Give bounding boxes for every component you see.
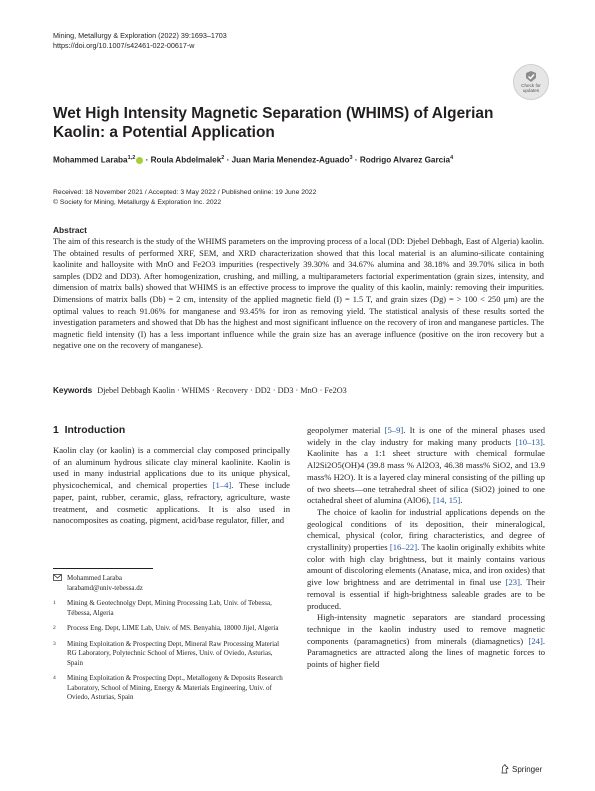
author-name[interactable]: Rodrigo Alvarez Garcia bbox=[359, 155, 451, 165]
journal-header bbox=[53, 31, 227, 51]
keywords-text: Djebel Debbagh Kaolin · WHIMS · Recovery · DD2 · DD3 · MnO · Fe2O3 bbox=[97, 386, 347, 395]
paragraph-text: . Kaolinite has a 1:1 sheet structure with chemical formulae Al2Si2O5(OH)4 (39.8 mass % Al2O3, 46.38 mass% SiO2, and 13.9 mass% H2O). It is a layered clay mineral consisting of the pilling up of two sheets—one tetrahedral sheet of silica (SiO2) joined to one octahedral sheet of alumina (AlO6), bbox=[307, 436, 545, 506]
paragraph-text: . It is one of the mineral phases used widely in the clay industry for making many products bbox=[307, 425, 546, 447]
keywords-line bbox=[53, 386, 544, 395]
affiliation-number: 1 bbox=[53, 600, 56, 606]
paragraph-text: . Paramagnetics are attracted along the lines of magnetic forces to points of higher field bbox=[307, 635, 545, 670]
intro-paragraph bbox=[307, 612, 545, 671]
article-title: Wet High Intensity Magnetic Separation (WHIMS) of Algerian Kaolin: a Potential Application bbox=[53, 105, 494, 141]
publication-history bbox=[53, 188, 316, 208]
corresponding-author-email[interactable]: larabamd@univ-tebessa.dz bbox=[67, 583, 143, 592]
paragraph-text: . The kaolin originally exhibits white color with high clay brightness, but it mainly contains various amount of discoloring elements (Anatase, mica, and iron oxides) that give low brightness and are detrimental in final use bbox=[307, 542, 546, 588]
paragraph-text: . These include paper, paint, rubber, ceramic, glass, refractory, agriculture, waste treatment, and cosmetic applications. It is also used in nanocomposites as coating, pigment, acid/base regulator, filler, and bbox=[53, 480, 290, 526]
badge-line-2: updates bbox=[522, 88, 540, 93]
abstract-section bbox=[53, 225, 544, 352]
paragraph-text: . bbox=[460, 495, 463, 506]
publisher-name: Springer bbox=[512, 764, 543, 774]
intro-paragraph bbox=[53, 445, 290, 527]
corresponding-author-name: Mohammed Laraba bbox=[67, 574, 123, 582]
citation-link[interactable]: [5–9] bbox=[384, 425, 404, 435]
affiliation-item bbox=[53, 640, 290, 669]
author-separator: · bbox=[354, 155, 358, 165]
doi-link[interactable]: https://doi.org/10.1007/s42461-022-00617-w bbox=[53, 41, 195, 50]
envelope-icon bbox=[53, 574, 67, 593]
paragraph-text: geopolymer material bbox=[307, 425, 385, 435]
affiliation-item bbox=[53, 624, 290, 634]
section-number: 1 bbox=[53, 425, 59, 436]
abstract-text: The aim of this research is the study of the WHIMS parameters on the improving process of a local (DD: Djebel Debbagh, East of Algeria) kaolin. The obtained results of performed XRF, SEM, and XRD characterization showed that this local material is an alumino-silicate containing kaolinite and halloysite with MnO and Fe2O3 impurities (respectively 39.30% and 34.67% alumina and 38.18% and 39.70% silica in both samples (DD2 and DD3). After homogenization, crushing, and milling, a multiparameters factorial experimentation (grain sizes, intensity, and dimension of matrix balls) showed that WHIMS is an effective process to improve the quality of this kaolin, mainly: removing their impurities. Dimensions of matrix balls (Db) = 2 cm, intensity of the applied magnetic field (I) = 1.5 T, and grain sizes (Dg) = > 100 < 250 µm) are the optimal values to reach 91.06% for manganese and 93.45% for iron as removing yield. The statistical analysis of these results sorted the investigation parameters and showed that Db has the highest and most significant influence on the recovery of iron and manganese particles. The magnetic field intensity (I) has a less important influence while the grain size has an average influence (positive on the iron recovery but a negative one on the recovery of manganese). bbox=[53, 237, 544, 351]
intro-paragraph bbox=[307, 507, 545, 612]
citation-link[interactable]: [14, 15] bbox=[433, 495, 461, 506]
affiliation-number: 4 bbox=[53, 675, 56, 681]
affiliation-number: 2 bbox=[53, 625, 56, 631]
author-name[interactable]: Juan Maria Menendez-Aguado bbox=[231, 155, 350, 165]
corresponding-author bbox=[53, 574, 290, 593]
affiliation-text: Mining Exploitation & Prospecting Dept, Mineral Raw Processing Material RG Laboratory, Polytechnic School of Mieres, Univ. of Oviedo, Asturias, Spain bbox=[67, 639, 280, 667]
intro-right-column bbox=[307, 425, 545, 671]
affiliation-text: Mining & Geotechnolgy Dept, Mining Processing Lab, Univ. of Tebessa, Tébessa, Algeria bbox=[67, 599, 272, 617]
citation-link[interactable]: [24] bbox=[528, 635, 543, 646]
paragraph-text: High-intensity magnetic separators are standard processing technique in the kaolin industry used to remove magnetic components (paramagnetics) from minerals (diamagnetics) bbox=[307, 612, 545, 646]
citation-link[interactable]: [1–4] bbox=[212, 480, 232, 491]
citation-link[interactable]: [16–22] bbox=[389, 542, 418, 553]
paragraph-text: . Their removal is essential if high-brightness saleable grades are to be produced. bbox=[307, 577, 545, 611]
author-separator: · bbox=[145, 155, 149, 165]
author-name[interactable]: Roula Abdelmalek bbox=[150, 155, 222, 165]
author-affiliation-marker: 2 bbox=[221, 155, 225, 161]
intro-paragraph bbox=[307, 425, 545, 507]
intro-left-column bbox=[53, 445, 290, 527]
author-separator: · bbox=[226, 155, 230, 165]
affiliation-number: 3 bbox=[53, 640, 56, 647]
author-affiliation-marker: 4 bbox=[450, 155, 454, 161]
section-heading-introduction bbox=[53, 425, 125, 436]
author-list bbox=[53, 155, 553, 165]
author-affiliation-marker: 1,2 bbox=[127, 155, 136, 161]
author-affiliation-marker: 3 bbox=[349, 155, 353, 161]
copyright-notice: © Society for Mining, Metallurgy & Exploration Inc. 2022 bbox=[53, 199, 222, 206]
publisher-logo bbox=[500, 764, 542, 774]
journal-citation: Mining, Metallurgy & Exploration (2022) 39:1693–1703 bbox=[53, 31, 227, 40]
badge-line-1: Check for bbox=[521, 83, 541, 88]
keywords-label: Keywords bbox=[53, 386, 93, 395]
footnote-divider bbox=[53, 568, 153, 569]
paragraph-text: The choice of kaolin for industrial applications depends on the geological conditions of its deposition, their mineralogical, chemical, physical (color, firing characteristics, and degree of crystallinity) properties bbox=[307, 506, 545, 553]
affiliation-item bbox=[53, 599, 290, 618]
affiliation-item bbox=[53, 674, 290, 703]
abstract-heading: Abstract bbox=[53, 225, 87, 235]
orcid-icon[interactable] bbox=[136, 157, 143, 164]
check-for-updates-icon bbox=[524, 71, 538, 83]
affiliation-text: Mining Exploitation & Prospecting Dept., Metallogeny & Deposits Research Laboratory, School of Mining, Energy & Materials Engineering, Univ. of Oviedo, Asturias, Spain bbox=[67, 674, 283, 701]
received-dates: Received: 18 November 2021 / Accepted: 3 May 2022 / Published online: 19 June 2022 bbox=[53, 189, 317, 196]
affiliation-text: Process Eng. Dept, LIME Lab, Univ. of MS. Benyahia, 18000 Jijel, Algeria bbox=[67, 624, 279, 632]
author-name[interactable]: Mohammed Laraba bbox=[53, 155, 128, 165]
citation-link[interactable]: [23] bbox=[505, 577, 520, 588]
affiliations-footnote bbox=[53, 574, 290, 703]
check-for-updates-badge[interactable] bbox=[513, 64, 549, 100]
citation-link[interactable]: [10–13] bbox=[515, 436, 543, 447]
section-title: Introduction bbox=[64, 425, 126, 436]
springer-horse-icon bbox=[500, 764, 509, 774]
paragraph-text: Kaolin clay (or kaolin) is a commercial clay composed principally of an aluminum hydrous silicate clay mineral kaolinite. Kaolin is used in many industrial applications due to its unique physical, physicochemical, and chemical properties bbox=[53, 445, 290, 491]
